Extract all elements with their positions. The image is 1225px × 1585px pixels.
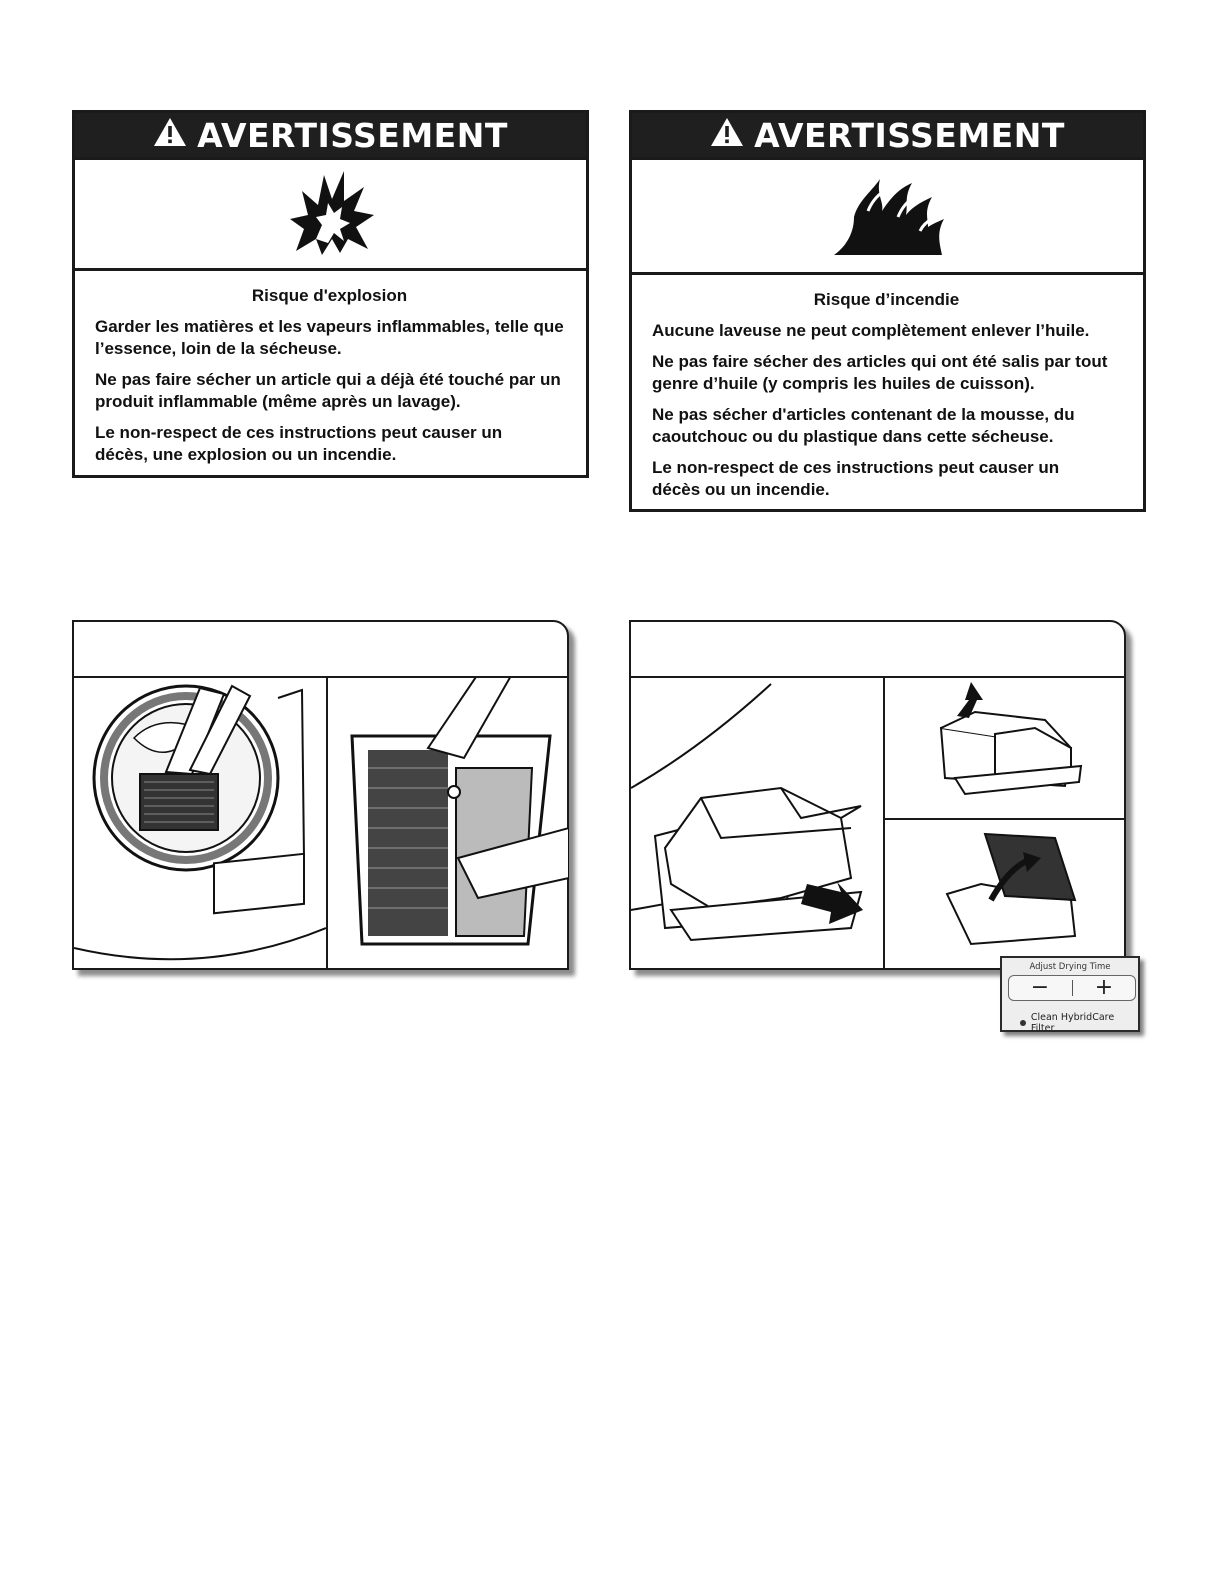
filter-removal-illustration: [631, 678, 883, 970]
warning-line: Aucune laveuse ne peut complètement enlever l’huile.: [652, 321, 1090, 340]
warning-header: AVERTISSEMENT: [632, 113, 1143, 157]
warning-body: [75, 271, 586, 466]
explosion-icon: [75, 157, 586, 271]
adjust-drying-time-label: Adjust Drying Time: [1029, 962, 1111, 972]
hybridcare-filter-illustration-panel: [629, 620, 1126, 970]
fire-icon: [632, 157, 1143, 275]
warning-header: AVERTISSEMENT: [75, 113, 586, 157]
clean-filter-label: Clean HybridCare Filter: [1030, 1012, 1115, 1034]
warning-line: Garder les matières et les vapeurs inflammables, telle que l’essence, loin de la sécheuse.: [95, 317, 564, 358]
indicator-dot-icon: [1020, 1020, 1026, 1026]
decrease-time-button[interactable]: −: [1030, 975, 1050, 1000]
risk-title: Risque d’incendie: [813, 290, 960, 309]
warning-box-fire: [629, 110, 1146, 512]
control-panel-inset: [1000, 956, 1140, 1032]
warning-line: Le non-respect de ces instructions peut causer un décès, une explosion ou un incendie.: [95, 423, 503, 464]
warning-line: Ne pas faire sécher des articles qui ont été salis par tout genre d’huile (y compris les huiles de cuisson).: [652, 352, 1108, 393]
panel-header-bar: [631, 622, 1124, 678]
filter-open-illustration: [885, 820, 1126, 970]
warning-body: [632, 275, 1143, 501]
warning-line: Ne pas faire sécher un article qui a déjà été touché par un produit inflammable (même après un lavage).: [95, 370, 561, 411]
panel-header-bar: [74, 622, 567, 678]
filter-cleaning-illustration: [328, 678, 569, 970]
warning-line: Ne pas sécher d'articles contenant de la mousse, du caoutchouc ou du plastique dans cette sécheuse.: [652, 405, 1075, 446]
filter-lift-illustration: [885, 678, 1126, 818]
warning-line: Le non-respect de ces instructions peut causer un décès ou un incendie.: [652, 458, 1060, 499]
warning-triangle-icon: [710, 116, 744, 155]
drum-filter-illustration: [74, 678, 326, 970]
clean-filter-indicator: [1020, 1012, 1138, 1034]
warning-triangle-icon: [153, 116, 187, 155]
adjust-drying-time-control: [1008, 975, 1136, 1001]
increase-time-button[interactable]: +: [1094, 975, 1114, 1000]
risk-title: Risque d'explosion: [251, 286, 408, 305]
warning-box-explosion: [72, 110, 589, 478]
lint-filter-illustration-panel: [72, 620, 569, 970]
